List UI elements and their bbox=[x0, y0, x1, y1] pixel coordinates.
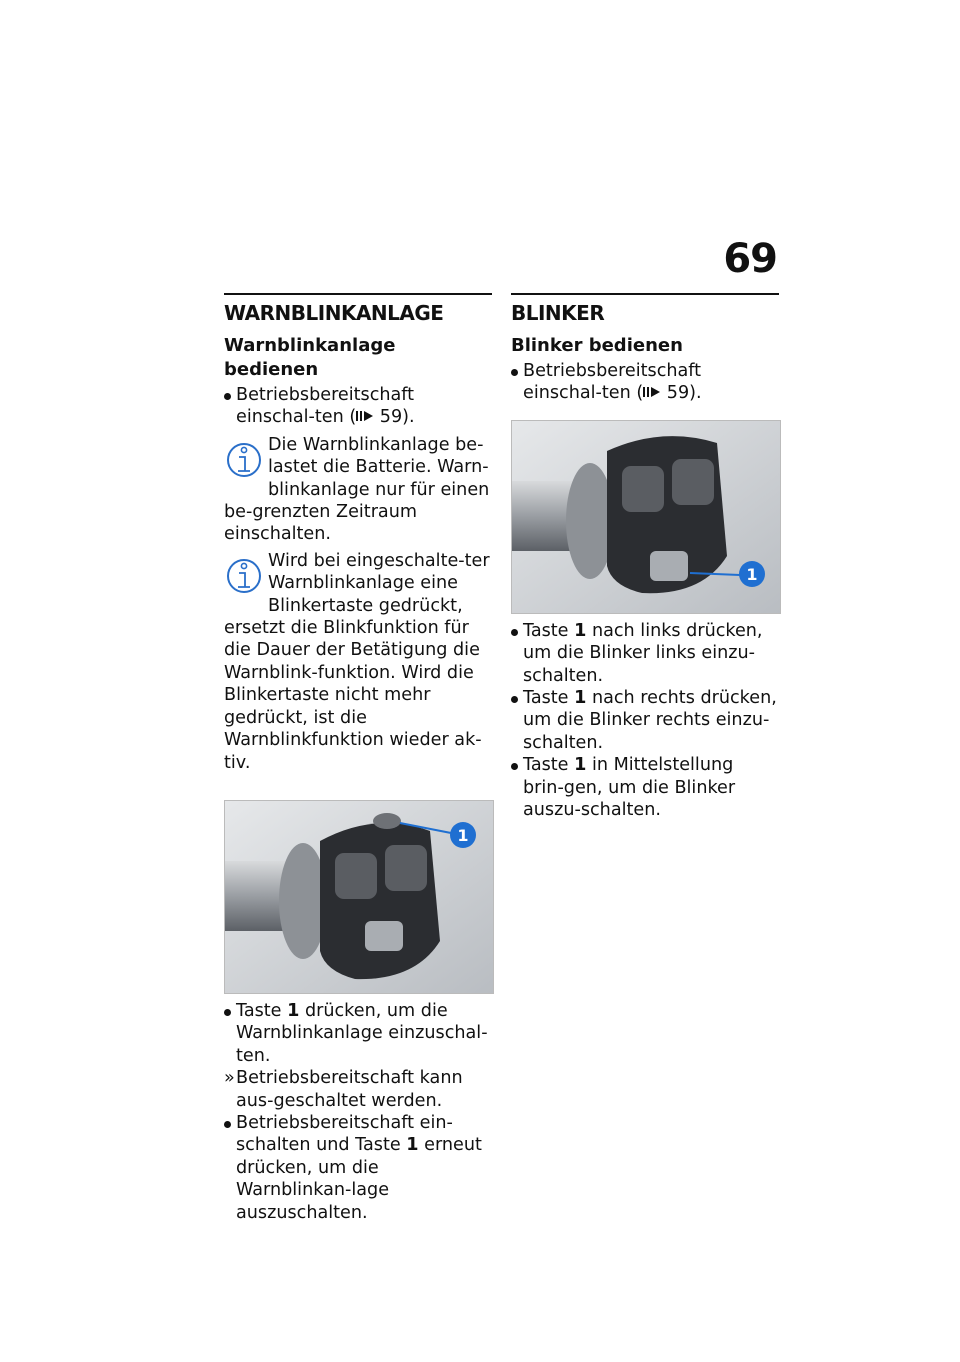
page-reference-arrow-icon bbox=[643, 383, 661, 405]
list-item: Taste 1 in Mittelstellung brin-gen, um die Blinker auszu-schalten. bbox=[511, 754, 779, 821]
bullet-icon bbox=[224, 384, 231, 406]
info-icon bbox=[224, 554, 264, 598]
bullet-icon bbox=[224, 1000, 231, 1022]
info-icon bbox=[224, 438, 264, 482]
section-heading: BLINKER bbox=[511, 301, 605, 325]
section-heading: WARNBLINKANLAGE bbox=[224, 301, 444, 325]
info-note: Wird bei eingeschalte-ter Warnblinkanlage eine Blinkertaste gedrückt, ersetzt die Blinkfunktion für die Dauer der Betätigung die Warnblink-funktion. Wird die Blinkertaste nicht mehr gedrückt, ist die Warnblinkfunktion wieder ak-tiv. bbox=[224, 550, 490, 773]
right-column bbox=[511, 293, 779, 821]
handlebar-switch-photo bbox=[224, 800, 494, 994]
bullet-icon bbox=[511, 754, 518, 776]
info-note: Die Warnblinkanlage be-lastet die Batterie. Warn-blinkanlage nur für einen be-grenzten Zeitraum einschalten. bbox=[224, 434, 490, 545]
section-divider bbox=[224, 293, 492, 295]
list-item: Taste 1 drücken, um die Warnblinkanlage einzuschal-ten. bbox=[224, 1000, 492, 1067]
subsection-heading: Blinker bedienen bbox=[511, 335, 683, 356]
page-reference[interactable]: 59). bbox=[666, 383, 702, 404]
left-column bbox=[224, 293, 492, 1224]
subsection-heading: Warnblinkanlage bedienen bbox=[224, 335, 396, 380]
list-item: Taste 1 nach links drücken, um die Blinker links einzu-schalten. bbox=[511, 620, 779, 687]
page-reference[interactable]: 59). bbox=[379, 407, 415, 428]
page-reference-arrow-icon bbox=[356, 407, 374, 429]
bullet-icon bbox=[511, 360, 518, 382]
turn-signal-switch-photo bbox=[511, 420, 781, 614]
bullet-icon bbox=[511, 687, 518, 709]
result-item: » Betriebsbereitschaft kann aus-geschaltet werden. bbox=[224, 1068, 463, 1111]
result-arrow-icon: » bbox=[224, 1068, 235, 1089]
bullet-icon bbox=[224, 1112, 231, 1134]
page-number: 69 bbox=[723, 236, 777, 282]
callout-number: 1 bbox=[457, 825, 469, 845]
callout-number: 1 bbox=[746, 564, 758, 584]
list-item: Betriebsbereitschaft ein-schalten und Taste 1 erneut drücken, um die Warnblinkan-lage auszuschalten. bbox=[224, 1112, 492, 1224]
list-item: Taste 1 nach rechts drücken, um die Blinker rechts einzu-schalten. bbox=[511, 687, 779, 754]
list-item: Betriebsbereitschaft einschal-ten ( 59). bbox=[224, 384, 492, 430]
bullet-icon bbox=[511, 620, 518, 642]
list-item: Betriebsbereitschaft einschal-ten ( 59). bbox=[511, 360, 779, 406]
section-divider bbox=[511, 293, 779, 295]
